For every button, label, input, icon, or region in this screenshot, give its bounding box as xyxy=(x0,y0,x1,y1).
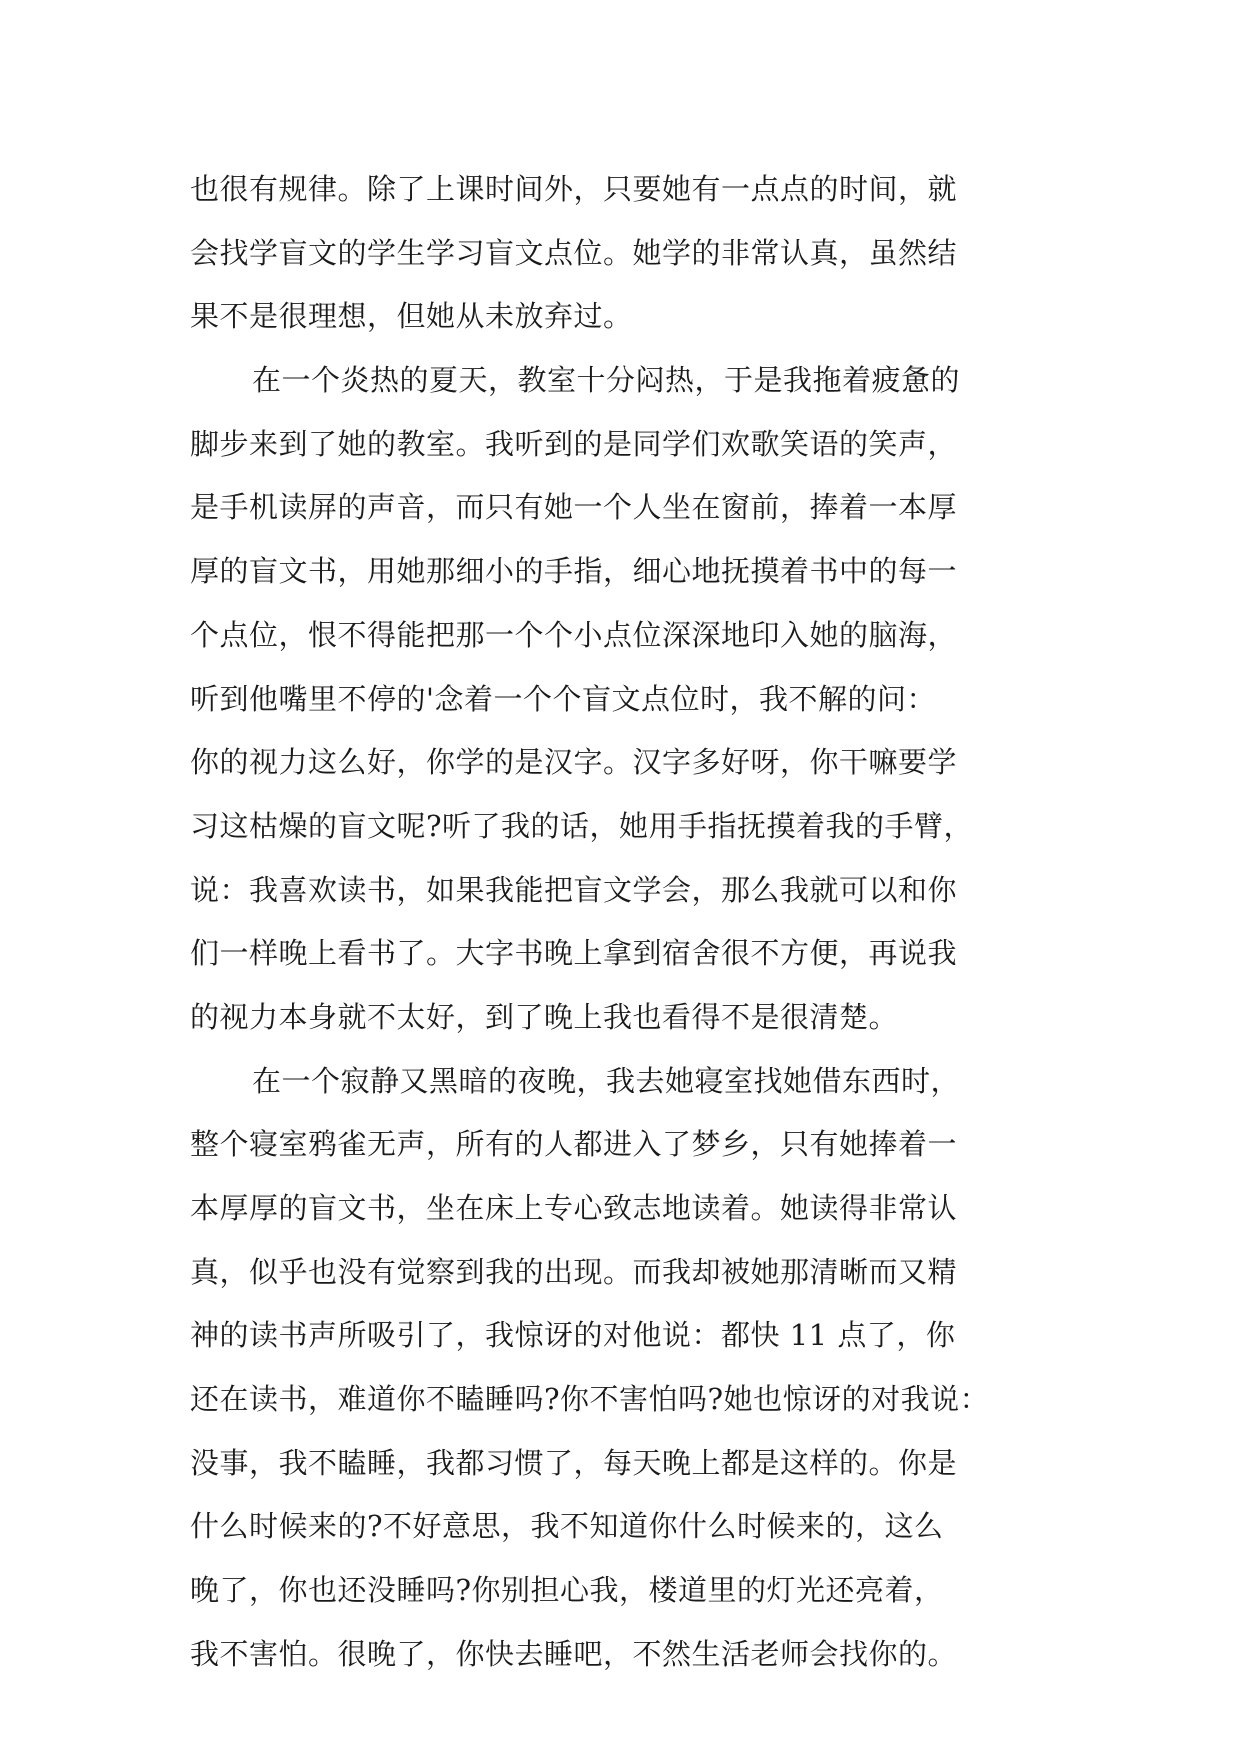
text-line: 们一样晚上看书了。大字书晚上拿到宿舍很不方便，再说我 xyxy=(190,936,958,971)
text-line: 听到他嘴里不停的'念着一个个盲文点位时，我不解的问： xyxy=(190,681,936,716)
text-line: 会找学盲文的学生学习盲文点位。她学的非常认真，虽然结 xyxy=(190,235,958,270)
text-line: 什么时候来的?不好意思，我不知道你什么时候来的，这么 xyxy=(190,1509,944,1544)
text-line: 果不是很理想，但她从未放弃过。 xyxy=(190,299,633,334)
text-line: 说：我喜欢读书，如果我能把盲文学会，那么我就可以和你 xyxy=(190,872,958,907)
text-line: 整个寝室鸦雀无声，所有的人都进入了梦乡，只有她捧着一 xyxy=(190,1127,958,1162)
text-line: 你的视力这么好，你学的是汉字。汉字多好呀，你干嘛要学 xyxy=(190,745,958,780)
text-line: 也很有规律。除了上课时间外，只要她有一点点的时间，就 xyxy=(190,172,958,206)
text-line: 脚步来到了她的教室。我听到的是同学们欢歌笑语的笑声， xyxy=(190,426,958,461)
text-line: 神的读书声所吸引了，我惊讶的对他说：都快 11 点了，你 xyxy=(190,1318,956,1353)
body-text xyxy=(190,158,1070,1687)
text-line: 没事，我不瞌睡，我都习惯了，每天晚上都是这样的。你是 xyxy=(190,1445,958,1480)
text-line: 习这枯燥的盲文呢?听了我的话，她用手指抚摸着我的手臂， xyxy=(190,808,974,843)
text-line: 在一个炎热的夏天，教室十分闷热，于是我拖着疲惫的 xyxy=(252,363,961,398)
text-line: 本厚厚的盲文书，坐在床上专心致志地读着。她读得非常认 xyxy=(190,1191,958,1225)
text-line: 还在读书，难道你不瞌睡吗?你不害怕吗?她也惊讶的对我说： xyxy=(190,1382,990,1417)
text-line: 厚的盲文书，用她那细小的手指，细心地抚摸着书中的每一 xyxy=(190,554,958,589)
text-line: 晚了，你也还没睡吗?你别担心我，楼道里的灯光还亮着， xyxy=(190,1573,944,1608)
text-line: 真，似乎也没有觉察到我的出现。而我却被她那清晰而又精 xyxy=(190,1254,958,1289)
text-line: 我不害怕。很晚了，你快去睡吧，不然生活老师会找你的。 xyxy=(190,1636,958,1671)
text-line: 的视力本身就不太好，到了晚上我也看得不是很清楚。 xyxy=(190,999,899,1034)
text-line: 个点位，恨不得能把那一个个小点位深深地印入她的脑海， xyxy=(190,617,958,652)
text-line: 是手机读屏的声音，而只有她一个人坐在窗前，捧着一本厚 xyxy=(190,490,958,525)
text-line: 在一个寂静又黑暗的夜晚，我去她寝室找她借东西时， xyxy=(252,1063,961,1098)
